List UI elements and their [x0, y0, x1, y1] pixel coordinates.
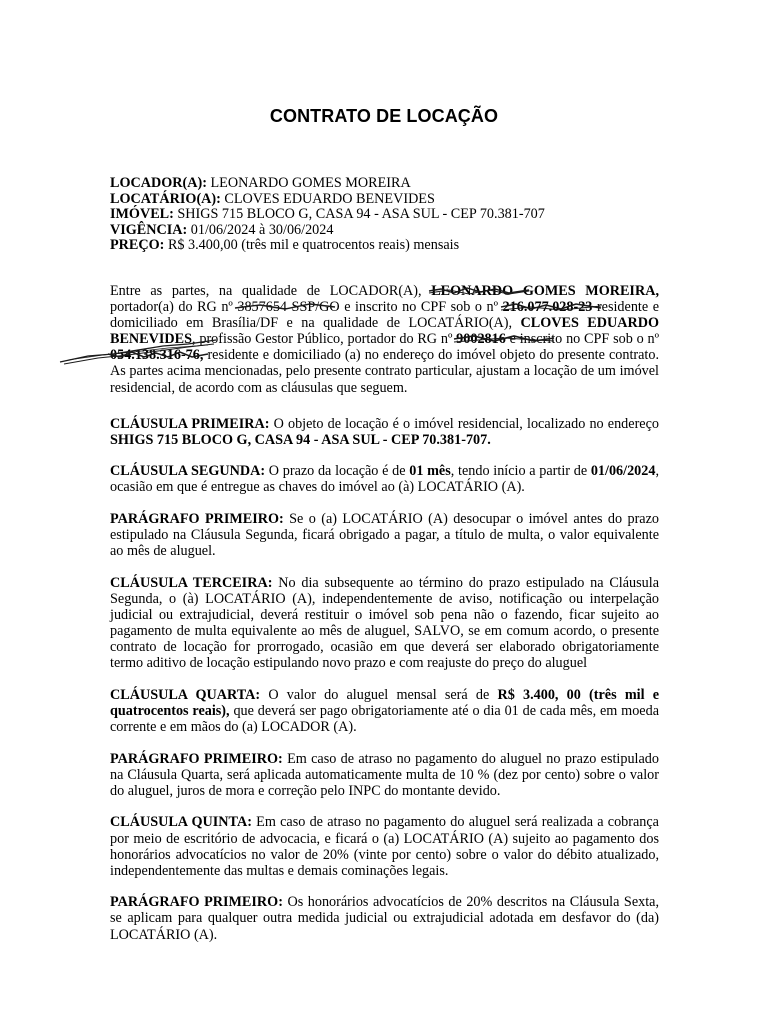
intro-paragraph — [110, 283, 659, 396]
clause-start-date: 01/06/2024 — [590, 463, 656, 480]
redacted-locador-rg — [237, 299, 287, 315]
locador-value: LEONARDO GOMES MOREIRA — [210, 175, 411, 191]
locador-line — [110, 176, 670, 192]
clause-label: CLÁUSULA QUARTA: — [110, 686, 261, 703]
document-title: CONTRATO DE LOCAÇÃO — [269, 106, 499, 126]
intro-text: residente e domiciliado (a) no endereço do imóvel objeto do presente contrato. As partes acima mencionadas, pelo presente contrato particular, ajustam a locação de um imóvel residencial, de acordo com as cláusulas que seguem. — [110, 347, 659, 396]
intro-text: , profissão Gestor Público, portador do RG nº — [192, 331, 457, 348]
paragraph-label: PARÁGRAFO PRIMEIRO: — [110, 750, 283, 767]
preco-value: R$ 3.400,00 (três mil e quatrocentos reais) mensais — [167, 237, 460, 253]
paragrafo-primeiro-quinta — [110, 894, 659, 942]
locatario-name: CLOVES EDUARDO BENEVIDES — [110, 315, 659, 348]
intro-text: portador(a) do RG nº — [110, 299, 238, 316]
imovel-line — [110, 207, 670, 223]
redacted-locador-cpf — [503, 299, 593, 315]
locador-label: LOCADOR(A): — [110, 175, 207, 191]
locatario-label: LOCATÁRIO(A): — [110, 190, 221, 207]
clause-text: , ocasião em que é entregue as chaves do imóvel ao (à) LOCATÁRIO (A). — [110, 463, 660, 496]
intro-text: e inscrito no CPF sob o nº — [505, 331, 659, 348]
clause-text: Em caso de atraso no pagamento do aluguel será realizada a cobrança por meio de escritório de advocacia, e ficará o (a) LOCATÁRIO (A) sujeito ao pagamento dos honorários advocatícios no valor de 20% (vinte por cento) sobre o valor do débito atualizado, independentemente das multas e demais cominações legais. — [110, 814, 659, 879]
locatario-cpf: 054.138.316-76, — [110, 347, 204, 364]
clausula-segunda — [110, 463, 659, 495]
clausula-primeira — [110, 416, 659, 448]
clause-text: O valor do aluguel mensal será de — [260, 686, 498, 703]
paragraph-text: Em caso de atraso no pagamento do aluguel no prazo estipulado na Cláusula Quarta, será aplicada automaticamente multa de 10 % (dez por cento) sobre o valor do aluguel, juros de mora e correção pelo INPC do montante devido. — [110, 750, 659, 799]
clause-term: 01 mês — [409, 463, 451, 480]
intro-text: residente e domiciliado em Brasília/DF e na qualidade de LOCATÁRIO(A), — [110, 299, 659, 332]
redacted-locador-name — [431, 283, 659, 299]
clause-label: CLÁUSULA QUINTA: — [110, 814, 252, 831]
paragraph-label: PARÁGRAFO PRIMEIRO: — [110, 511, 284, 528]
paragraph-text: Se o (a) LOCATÁRIO (A) desocupar o imóvel antes do prazo estipulado na Cláusula Segunda, ficará obrigado a pagar, a título de multa, o valor equivalente ao mês de aluguel. — [110, 511, 659, 560]
clause-label: CLÁUSULA PRIMEIRA: — [110, 415, 270, 432]
preco-line — [110, 238, 670, 254]
locatario-line — [110, 192, 670, 208]
clausula-quarta — [110, 687, 659, 735]
clause-text: que deverá ser pago obrigatoriamente até o dia 01 de cada mês, em moeda corrente e em mãos do (a) LOCADOR (A). — [110, 702, 659, 736]
contract-body — [110, 283, 659, 958]
redacted-locatario-cpf — [110, 347, 203, 363]
clausula-quinta — [110, 814, 659, 878]
clausula-terceira — [110, 575, 659, 672]
clause-text: O prazo da locação é de — [265, 463, 410, 480]
vigencia-value: 01/06/2024 à 30/06/2024 — [190, 221, 334, 238]
clause-text: , tendo início a partir de — [450, 463, 591, 480]
locador-name: LEONARDO GOMES MOREIRA, — [431, 283, 659, 299]
paragraph-label: PARÁGRAFO PRIMEIRO: — [110, 894, 283, 911]
paragrafo-primeiro-quarta — [110, 751, 659, 799]
paragraph-text: Os honorários advocatícios de 20% descritos na Cláusula Sexta, se aplicam para qualquer outra medida judicial ou extrajudicial adotada em desfavor do (da) LOCATÁRIO (A). — [110, 894, 659, 943]
intro-text: SSP/GO e inscrito no CPF sob o nº — [287, 299, 503, 316]
clause-text: O objeto de locação é o imóvel residencial, localizado no endereço — [269, 415, 659, 432]
locador-rg: 3857654 — [237, 299, 288, 316]
clause-value: R$ 3.400, 00 (três mil e quatrocentos reais), — [110, 686, 660, 719]
intro-text: Entre as partes, na qualidade de LOCADOR(A), — [110, 283, 432, 299]
paragrafo-primeiro-segunda — [110, 511, 659, 559]
imovel-label: IMÓVEL: — [110, 206, 174, 222]
contract-summary — [110, 176, 670, 254]
vigencia-line — [110, 223, 670, 239]
clause-address: SHIGS 715 BLOCO G, CASA 94 - ASA SUL - CEP 70.381-707. — [110, 431, 491, 448]
locatario-value: CLOVES EDUARDO BENEVIDES — [224, 190, 435, 207]
redacted-locatario-rg — [456, 331, 506, 347]
clause-label: CLÁUSULA TERCEIRA: — [110, 574, 273, 591]
locatario-rg: 9002816 — [456, 331, 506, 348]
preco-label: PREÇO: — [110, 237, 165, 253]
clause-label: CLÁUSULA SEGUNDA: — [110, 463, 266, 480]
clause-text: No dia subsequente ao término do prazo estipulado na Cláusula Segunda, o (à) LOCATÁRIO (A), independentemente de aviso, notificação ou interpelação judicial ou extrajudicial, deverá restituir o imóvel sob pena não o fazendo, ficar sujeito ao pagamento de multa equivalente ao mês de aluguel, SALVO, se em comum acordo, o presente contrato de locação for prorrogado, ocasião em que deverá ser elaborado obrigatoriamente termo aditivo de locação estipulando novo prazo e com reajuste do preço do aluguel — [110, 574, 659, 672]
vigencia-label: VIGÊNCIA: — [110, 221, 188, 238]
imovel-value: SHIGS 715 BLOCO G, CASA 94 - ASA SUL - CEP 70.381-707 — [177, 206, 545, 222]
locador-cpf: 216.077.028-23 — [502, 299, 593, 316]
